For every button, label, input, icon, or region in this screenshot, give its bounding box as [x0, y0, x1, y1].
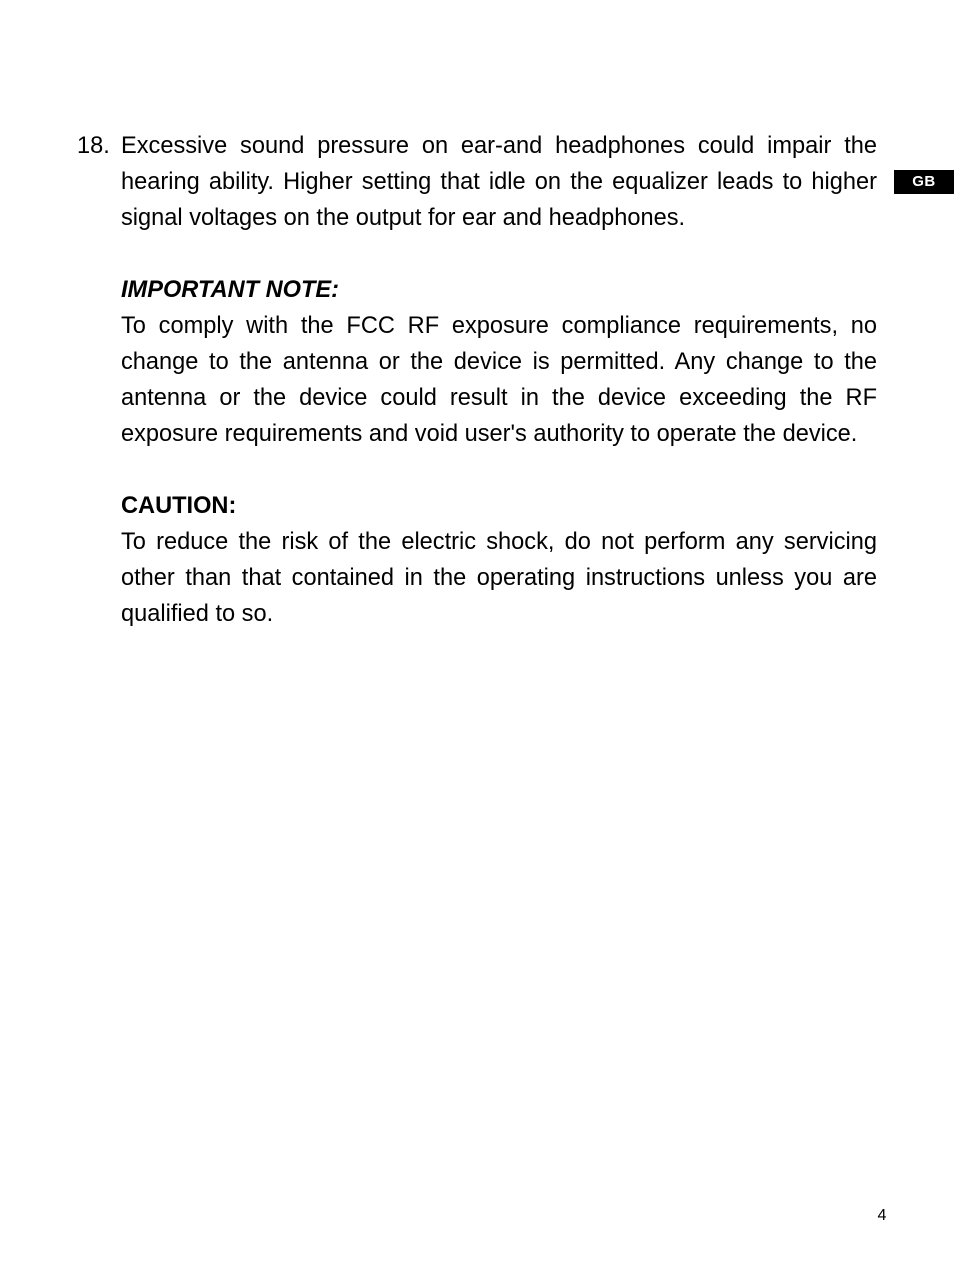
item-number: 18.	[77, 133, 110, 159]
spacer	[121, 236, 877, 272]
spacer	[121, 452, 877, 488]
important-note-text: To comply with the FCC RF exposure compliance requirements, no change to the antenna or the device is permitted. Any change to the antenna or the device could result in the device exceeding the RF exposure requirements and void user's authority to operate the device.	[121, 313, 877, 447]
important-note-heading: IMPORTANT NOTE:	[121, 277, 340, 303]
language-tab: GB	[894, 170, 954, 194]
page-number: 4	[877, 1207, 887, 1224]
numbered-item	[77, 128, 877, 632]
caution-heading: CAUTION:	[121, 493, 237, 519]
caution-text: To reduce the risk of the electric shock, do not perform any servicing other than that contained in the operating instructions unless you are qualified to so.	[121, 529, 877, 627]
page-content	[77, 128, 877, 632]
item-body	[121, 128, 877, 632]
item-text: Excessive sound pressure on ear-and headphones could impair the hearing ability. Higher setting that idle on the equalizer leads to higher signal voltages on the output for ear and headphones.	[121, 133, 877, 231]
